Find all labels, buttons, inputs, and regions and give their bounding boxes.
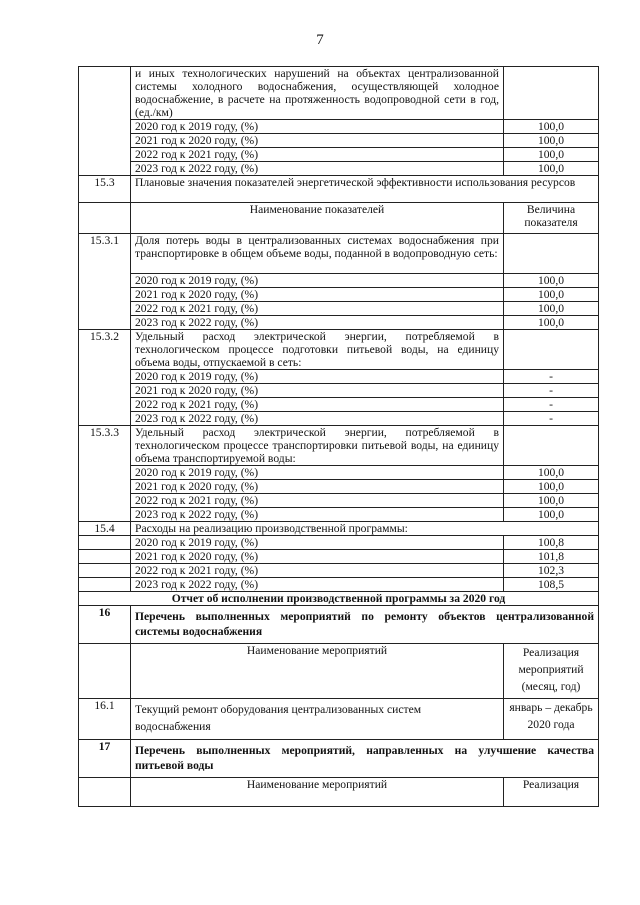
table-row: [79, 564, 599, 578]
table-row: [79, 508, 599, 522]
table-row: [79, 288, 599, 302]
table-header-row: [79, 644, 599, 699]
table-row: [79, 426, 599, 466]
table-row: [79, 384, 599, 398]
table-row: [79, 316, 599, 330]
blank-cell: [79, 550, 131, 564]
activity-name: Текущий ремонт оборудования централизованных систем водоснабжения: [131, 699, 504, 740]
column-header-name: Наименование показателей: [131, 203, 504, 234]
year-label: 2020 год к 2019 году, (%): [131, 370, 504, 384]
table-header-row: [79, 778, 599, 807]
year-value: 100,0: [504, 480, 599, 494]
year-value: 100,0: [504, 120, 599, 134]
year-value: 102,3: [504, 564, 599, 578]
year-label: 2021 год к 2020 году, (%): [131, 480, 504, 494]
report-title: Отчет об исполнении производственной программы за 2020 год: [79, 592, 599, 606]
table-row: [79, 67, 599, 120]
section-title: Перечень выполненных мероприятий, направленных на улучшение качества питьевой воды: [131, 740, 599, 778]
table-row: [79, 550, 599, 564]
section-number: 15.3.3: [79, 426, 131, 522]
year-value: 100,0: [504, 316, 599, 330]
table-row: [79, 578, 599, 592]
year-label: 2020 год к 2019 году, (%): [131, 120, 504, 134]
indicator-text: Удельный расход электрической энергии, потребляемой в технологическом процессе транспортировки питьевой воды, на единицу объема транспортируемой воды:: [131, 426, 504, 466]
value-cell: [504, 67, 599, 120]
table-row: [79, 134, 599, 148]
blank-cell: [79, 203, 131, 234]
table-row: [79, 176, 599, 203]
year-value: 100,0: [504, 466, 599, 480]
year-value: -: [504, 370, 599, 384]
year-value: 100,0: [504, 274, 599, 288]
table-row: [79, 234, 599, 274]
column-header-value: Реализация мероприятий (месяц, год): [504, 644, 599, 699]
section-title: Плановые значения показателей энергетической эффективности использования ресурсов: [131, 176, 599, 203]
column-header-name: Наименование мероприятий: [131, 778, 504, 807]
table-row: [79, 699, 599, 740]
year-value: 100,0: [504, 494, 599, 508]
year-label: 2022 год к 2021 году, (%): [131, 148, 504, 162]
blank-cell: [79, 536, 131, 550]
year-value: 100,0: [504, 162, 599, 176]
year-label: 2023 год к 2022 году, (%): [131, 578, 504, 592]
activity-period: январь – декабрь 2020 года: [504, 699, 599, 740]
table-row: [79, 740, 599, 778]
table-row: [79, 494, 599, 508]
year-value: -: [504, 412, 599, 426]
year-label: 2022 год к 2021 году, (%): [131, 302, 504, 316]
year-value: 100,8: [504, 536, 599, 550]
program-table: [78, 66, 599, 807]
section-title: Перечень выполненных мероприятий по ремонту объектов централизованной системы водоснабжения: [131, 606, 599, 644]
table-row: [79, 480, 599, 494]
year-label: 2022 год к 2021 году, (%): [131, 494, 504, 508]
year-label: 2020 год к 2019 году, (%): [131, 536, 504, 550]
table-row: [79, 148, 599, 162]
table-row: [79, 592, 599, 606]
table-row: [79, 330, 599, 370]
year-label: 2020 год к 2019 году, (%): [131, 466, 504, 480]
table-row: [79, 302, 599, 316]
table-row: [79, 274, 599, 288]
page-number: 7: [316, 32, 324, 48]
section-number: 15.3: [79, 176, 131, 203]
table-row: [79, 522, 599, 536]
section-number: 15.3.1: [79, 234, 131, 330]
indicator-text: и иных технологических нарушений на объектах централизованной системы холодного водоснабжения, осуществляющей холодное водоснабжение, в расчете на протяженность водопроводной сети в год, (ед./км): [131, 67, 504, 120]
blank-cell: [79, 644, 131, 699]
section-number: 15.4: [79, 522, 131, 536]
year-value: -: [504, 384, 599, 398]
year-label: 2021 год к 2020 году, (%): [131, 134, 504, 148]
blank-cell: [79, 578, 131, 592]
table-row: [79, 370, 599, 384]
table-row: [79, 412, 599, 426]
value-cell: [504, 330, 599, 370]
year-label: 2023 год к 2022 году, (%): [131, 508, 504, 522]
year-value: 100,0: [504, 288, 599, 302]
table-row: [79, 536, 599, 550]
table-row: [79, 606, 599, 644]
column-header-name: Наименование мероприятий: [131, 644, 504, 699]
year-value: 100,0: [504, 302, 599, 316]
year-label: 2021 год к 2020 году, (%): [131, 384, 504, 398]
year-label: 2023 год к 2022 году, (%): [131, 412, 504, 426]
year-value: 100,0: [504, 508, 599, 522]
table-row: [79, 120, 599, 134]
year-label: 2020 год к 2019 году, (%): [131, 274, 504, 288]
year-value: -: [504, 398, 599, 412]
value-cell: [504, 234, 599, 274]
table-row: [79, 398, 599, 412]
value-cell: [504, 426, 599, 466]
section-number: 16.1: [79, 699, 131, 740]
section-number: 16: [79, 606, 131, 644]
section-number: 15.3.2: [79, 330, 131, 426]
year-label: 2023 год к 2022 году, (%): [131, 316, 504, 330]
year-label: 2023 год к 2022 году, (%): [131, 162, 504, 176]
indicator-text: Удельный расход электрической энергии, потребляемой в технологическом процессе подготовки питьевой воды, на единицу объема воды, отпускаемой в сеть:: [131, 330, 504, 370]
table-row: [79, 162, 599, 176]
year-label: 2022 год к 2021 году, (%): [131, 398, 504, 412]
column-header-value: Реализация: [504, 778, 599, 807]
year-value: 101,8: [504, 550, 599, 564]
row-number: [79, 67, 131, 176]
table-row: [79, 466, 599, 480]
section-title: Расходы на реализацию производственной программы:: [131, 522, 599, 536]
blank-cell: [79, 564, 131, 578]
year-value: 100,0: [504, 148, 599, 162]
section-number: 17: [79, 740, 131, 778]
blank-cell: [79, 778, 131, 807]
year-value: 100,0: [504, 134, 599, 148]
year-label: 2022 год к 2021 году, (%): [131, 564, 504, 578]
column-header-value: Величина показателя: [504, 203, 599, 234]
year-label: 2021 год к 2020 году, (%): [131, 288, 504, 302]
year-label: 2021 год к 2020 году, (%): [131, 550, 504, 564]
table-header-row: [79, 203, 599, 234]
year-value: 108,5: [504, 578, 599, 592]
indicator-text: Доля потерь воды в централизованных системах водоснабжения при транспортировке в общем объеме воды, поданной в водопроводную сеть:: [131, 234, 504, 274]
